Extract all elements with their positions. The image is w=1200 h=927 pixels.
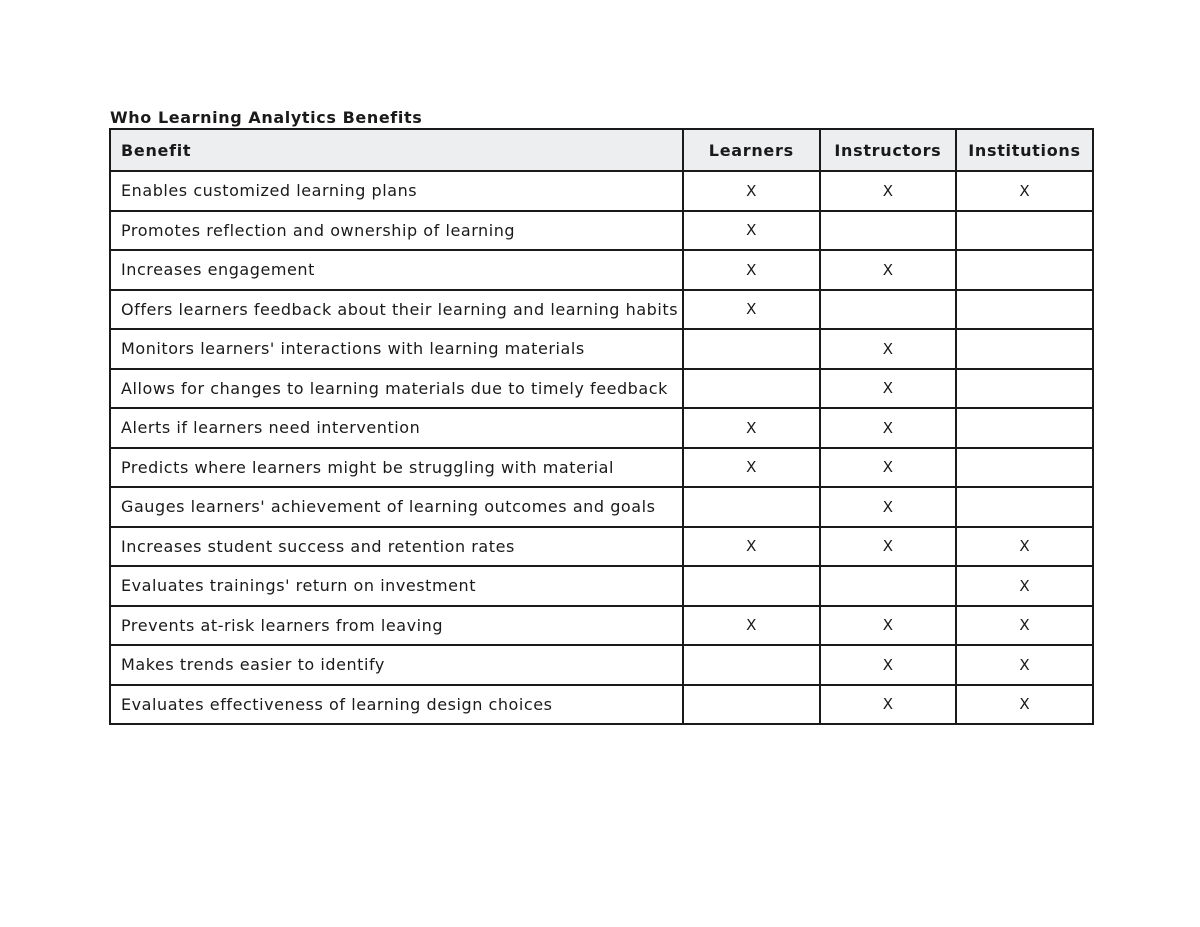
benefit-cell: Allows for changes to learning materials due to timely feedback (110, 369, 683, 409)
institutions-mark-cell (956, 448, 1093, 488)
institutions-mark-cell (956, 290, 1093, 330)
institutions-mark-cell: X (956, 171, 1093, 211)
instructors-mark-cell (820, 566, 957, 606)
benefit-cell: Evaluates trainings' return on investment (110, 566, 683, 606)
instructors-mark-cell: X (820, 527, 957, 567)
learners-mark-cell: X (683, 527, 820, 567)
institutions-mark-cell (956, 250, 1093, 290)
learners-mark-cell (683, 645, 820, 685)
learners-mark-cell (683, 487, 820, 527)
benefit-cell: Monitors learners' interactions with learning materials (110, 329, 683, 369)
table-row (110, 290, 1093, 330)
learners-mark-cell (683, 566, 820, 606)
instructors-mark-cell: X (820, 171, 957, 211)
benefit-cell: Predicts where learners might be struggling with material (110, 448, 683, 488)
benefit-cell: Prevents at-risk learners from leaving (110, 606, 683, 646)
table-row (110, 369, 1093, 409)
benefit-cell: Makes trends easier to identify (110, 645, 683, 685)
table-row (110, 645, 1093, 685)
column-header-institutions: Institutions (956, 129, 1093, 171)
learners-mark-cell: X (683, 408, 820, 448)
benefit-cell: Enables customized learning plans (110, 171, 683, 211)
learners-mark-cell: X (683, 171, 820, 211)
instructors-mark-cell: X (820, 369, 957, 409)
table-header (110, 129, 1093, 171)
table-row (110, 250, 1093, 290)
column-header-instructors: Instructors (820, 129, 957, 171)
instructors-mark-cell: X (820, 329, 957, 369)
benefit-cell: Increases student success and retention rates (110, 527, 683, 567)
learners-mark-cell: X (683, 290, 820, 330)
learners-mark-cell (683, 329, 820, 369)
instructors-mark-cell: X (820, 606, 957, 646)
institutions-mark-cell: X (956, 566, 1093, 606)
instructors-mark-cell: X (820, 487, 957, 527)
column-header-learners: Learners (683, 129, 820, 171)
learners-mark-cell (683, 685, 820, 725)
column-header-benefit: Benefit (110, 129, 683, 171)
learners-mark-cell: X (683, 250, 820, 290)
institutions-mark-cell: X (956, 685, 1093, 725)
table-caption: Who Learning Analytics Benefits (110, 108, 423, 127)
benefit-cell: Promotes reflection and ownership of learning (110, 211, 683, 251)
institutions-mark-cell: X (956, 645, 1093, 685)
instructors-mark-cell (820, 290, 957, 330)
benefit-cell: Increases engagement (110, 250, 683, 290)
table-row (110, 408, 1093, 448)
benefit-cell: Gauges learners' achievement of learning outcomes and goals (110, 487, 683, 527)
instructors-mark-cell: X (820, 408, 957, 448)
table-row (110, 606, 1093, 646)
table-row (110, 211, 1093, 251)
header-row (110, 129, 1093, 171)
instructors-mark-cell (820, 211, 957, 251)
instructors-mark-cell: X (820, 685, 957, 725)
benefit-cell: Alerts if learners need intervention (110, 408, 683, 448)
table-body (110, 171, 1093, 724)
institutions-mark-cell (956, 408, 1093, 448)
table-row (110, 527, 1093, 567)
table-row (110, 329, 1093, 369)
institutions-mark-cell: X (956, 606, 1093, 646)
institutions-mark-cell: X (956, 527, 1093, 567)
instructors-mark-cell: X (820, 250, 957, 290)
table-row (110, 448, 1093, 488)
learners-mark-cell: X (683, 211, 820, 251)
table-row (110, 566, 1093, 606)
learners-mark-cell (683, 369, 820, 409)
instructors-mark-cell: X (820, 645, 957, 685)
benefit-cell: Offers learners feedback about their learning and learning habits (110, 290, 683, 330)
benefit-cell: Evaluates effectiveness of learning design choices (110, 685, 683, 725)
table-row (110, 487, 1093, 527)
instructors-mark-cell: X (820, 448, 957, 488)
table-row (110, 685, 1093, 725)
institutions-mark-cell (956, 369, 1093, 409)
institutions-mark-cell (956, 487, 1093, 527)
learners-mark-cell: X (683, 448, 820, 488)
table-row (110, 171, 1093, 211)
institutions-mark-cell (956, 211, 1093, 251)
learners-mark-cell: X (683, 606, 820, 646)
institutions-mark-cell (956, 329, 1093, 369)
benefits-table (109, 128, 1094, 725)
